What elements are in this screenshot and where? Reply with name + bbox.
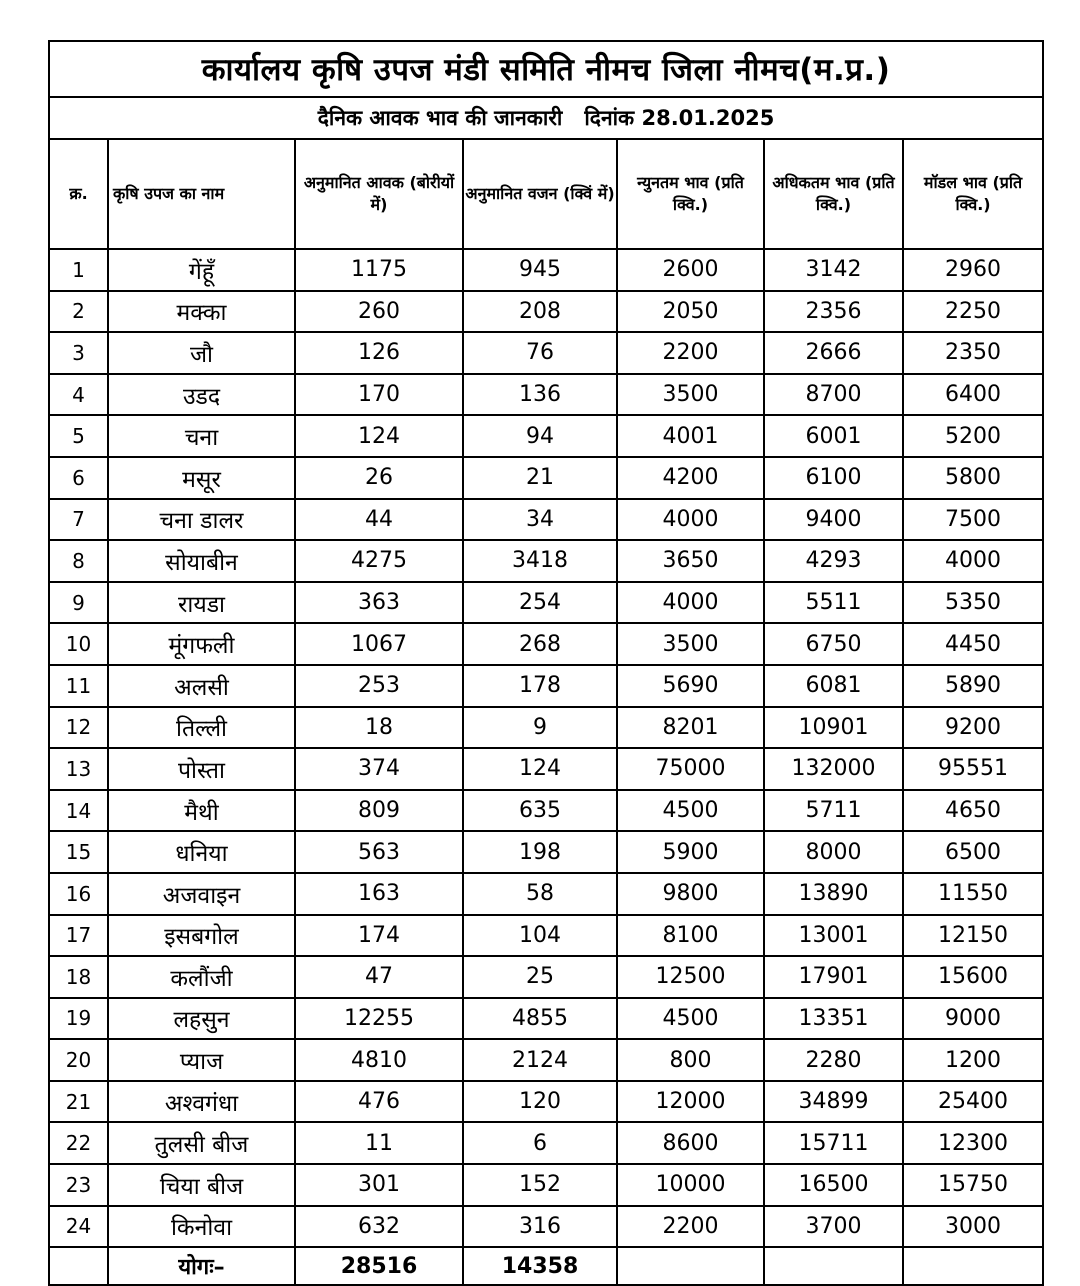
weight-cell: 76: [463, 332, 617, 374]
max-price-cell: 13001: [764, 915, 903, 957]
table-row: [49, 998, 1043, 1040]
table-row: [49, 956, 1043, 998]
total-empty-max: [764, 1247, 903, 1285]
serial-cell: 23: [49, 1164, 108, 1206]
modal-price-cell: 11550: [903, 873, 1043, 915]
min-price-cell: 3500: [617, 374, 764, 416]
crop-name-cell: प्याज: [108, 1039, 295, 1081]
serial-cell: 11: [49, 665, 108, 707]
arrival-bags-cell: 374: [295, 748, 463, 790]
min-price-cell: 4000: [617, 499, 764, 541]
arrival-bags-cell: 18: [295, 707, 463, 749]
table-row: [49, 790, 1043, 832]
crop-name-cell: लहसुन: [108, 998, 295, 1040]
serial-cell: 18: [49, 956, 108, 998]
max-price-cell: 13351: [764, 998, 903, 1040]
min-price-cell: 2050: [617, 291, 764, 333]
table-row: [49, 748, 1043, 790]
max-price-cell: 132000: [764, 748, 903, 790]
arrival-bags-cell: 809: [295, 790, 463, 832]
crop-name-cell: पोस्ता: [108, 748, 295, 790]
table-row: [49, 1039, 1043, 1081]
serial-cell: 12: [49, 707, 108, 749]
max-price-cell: 3700: [764, 1206, 903, 1248]
max-price-cell: 34899: [764, 1081, 903, 1123]
serial-cell: 24: [49, 1206, 108, 1248]
modal-price-cell: 9200: [903, 707, 1043, 749]
weight-cell: 945: [463, 249, 617, 291]
max-price-cell: 17901: [764, 956, 903, 998]
modal-price-cell: 2250: [903, 291, 1043, 333]
min-price-cell: 4000: [617, 582, 764, 624]
table-row: [49, 540, 1043, 582]
table-row: [49, 415, 1043, 457]
col-header-min-price: न्युनतम भाव (प्रति क्वि.): [617, 139, 764, 249]
serial-cell: 2: [49, 291, 108, 333]
min-price-cell: 8201: [617, 707, 764, 749]
col-header-serial: क्र.: [49, 139, 108, 249]
total-row: [49, 1247, 1043, 1285]
office-title: कार्यालय कृषि उपज मंडी समिति नीमच जिला नीमच(म.प्र.): [49, 41, 1043, 97]
max-price-cell: 5711: [764, 790, 903, 832]
table-row: [49, 332, 1043, 374]
serial-cell: 13: [49, 748, 108, 790]
serial-cell: 17: [49, 915, 108, 957]
modal-price-cell: 5890: [903, 665, 1043, 707]
modal-price-cell: 6500: [903, 831, 1043, 873]
arrival-bags-cell: 563: [295, 831, 463, 873]
arrival-bags-cell: 47: [295, 956, 463, 998]
max-price-cell: 2356: [764, 291, 903, 333]
table-row: [49, 499, 1043, 541]
modal-price-cell: 9000: [903, 998, 1043, 1040]
min-price-cell: 12000: [617, 1081, 764, 1123]
serial-cell: 16: [49, 873, 108, 915]
crop-name-cell: अश्वगंधा: [108, 1081, 295, 1123]
col-header-modal-price: मॉडल भाव (प्रति क्वि.): [903, 139, 1043, 249]
weight-cell: 635: [463, 790, 617, 832]
min-price-cell: 4001: [617, 415, 764, 457]
min-price-cell: 2200: [617, 1206, 764, 1248]
arrival-bags-cell: 4275: [295, 540, 463, 582]
serial-cell: 3: [49, 332, 108, 374]
arrival-bags-cell: 301: [295, 1164, 463, 1206]
arrival-bags-cell: 170: [295, 374, 463, 416]
arrival-bags-cell: 253: [295, 665, 463, 707]
title-row: [49, 41, 1043, 97]
serial-cell: 4: [49, 374, 108, 416]
modal-price-cell: 4450: [903, 623, 1043, 665]
weight-cell: 4855: [463, 998, 617, 1040]
table-row: [49, 623, 1043, 665]
min-price-cell: 75000: [617, 748, 764, 790]
weight-cell: 254: [463, 582, 617, 624]
total-label: योगः–: [108, 1247, 295, 1285]
weight-cell: 268: [463, 623, 617, 665]
arrival-bags-cell: 1175: [295, 249, 463, 291]
subtitle-row: [49, 97, 1043, 139]
min-price-cell: 5900: [617, 831, 764, 873]
crop-name-cell: रायडा: [108, 582, 295, 624]
table-row: [49, 1081, 1043, 1123]
col-header-max-price: अधिकतम भाव (प्रति क्वि.): [764, 139, 903, 249]
table-row: [49, 249, 1043, 291]
serial-cell: 7: [49, 499, 108, 541]
min-price-cell: 800: [617, 1039, 764, 1081]
total-weight: 14358: [463, 1247, 617, 1285]
min-price-cell: 9800: [617, 873, 764, 915]
serial-cell: 21: [49, 1081, 108, 1123]
min-price-cell: 10000: [617, 1164, 764, 1206]
modal-price-cell: 12150: [903, 915, 1043, 957]
weight-cell: 94: [463, 415, 617, 457]
arrival-bags-cell: 632: [295, 1206, 463, 1248]
weight-cell: 2124: [463, 1039, 617, 1081]
table-row: [49, 291, 1043, 333]
table-row: [49, 831, 1043, 873]
max-price-cell: 2666: [764, 332, 903, 374]
report-subtitle: [49, 97, 1043, 139]
serial-cell: 9: [49, 582, 108, 624]
weight-cell: 21: [463, 457, 617, 499]
arrival-bags-cell: 363: [295, 582, 463, 624]
col-header-weight: अनुमानित वजन (क्विं में): [463, 139, 617, 249]
crop-name-cell: तिल्ली: [108, 707, 295, 749]
modal-price-cell: 25400: [903, 1081, 1043, 1123]
crop-name-cell: चिया बीज: [108, 1164, 295, 1206]
serial-cell: 5: [49, 415, 108, 457]
max-price-cell: 5511: [764, 582, 903, 624]
weight-cell: 316: [463, 1206, 617, 1248]
weight-cell: 104: [463, 915, 617, 957]
weight-cell: 208: [463, 291, 617, 333]
total-empty-modal: [903, 1247, 1043, 1285]
table-row: [49, 1164, 1043, 1206]
max-price-cell: 9400: [764, 499, 903, 541]
crop-name-cell: जौ: [108, 332, 295, 374]
min-price-cell: 5690: [617, 665, 764, 707]
max-price-cell: 6081: [764, 665, 903, 707]
serial-cell: 14: [49, 790, 108, 832]
crop-name-cell: मसूर: [108, 457, 295, 499]
modal-price-cell: 4650: [903, 790, 1043, 832]
modal-price-cell: 7500: [903, 499, 1043, 541]
arrival-bags-cell: 4810: [295, 1039, 463, 1081]
arrival-bags-cell: 174: [295, 915, 463, 957]
min-price-cell: 3500: [617, 623, 764, 665]
weight-cell: 120: [463, 1081, 617, 1123]
crop-name-cell: अजवाइन: [108, 873, 295, 915]
arrival-bags-cell: 1067: [295, 623, 463, 665]
min-price-cell: 4200: [617, 457, 764, 499]
max-price-cell: 6100: [764, 457, 903, 499]
serial-cell: 19: [49, 998, 108, 1040]
crop-name-cell: उडद: [108, 374, 295, 416]
arrival-bags-cell: 44: [295, 499, 463, 541]
weight-cell: 6: [463, 1122, 617, 1164]
max-price-cell: 3142: [764, 249, 903, 291]
weight-cell: 58: [463, 873, 617, 915]
max-price-cell: 2280: [764, 1039, 903, 1081]
weight-cell: 152: [463, 1164, 617, 1206]
max-price-cell: 16500: [764, 1164, 903, 1206]
table-row: [49, 457, 1043, 499]
table-row: [49, 582, 1043, 624]
serial-cell: 10: [49, 623, 108, 665]
crop-name-cell: कलौंजी: [108, 956, 295, 998]
modal-price-cell: 3000: [903, 1206, 1043, 1248]
table-row: [49, 873, 1043, 915]
min-price-cell: 8100: [617, 915, 764, 957]
crop-name-cell: चना डालर: [108, 499, 295, 541]
crop-name-cell: सोयाबीन: [108, 540, 295, 582]
crop-name-cell: धनिया: [108, 831, 295, 873]
min-price-cell: 12500: [617, 956, 764, 998]
crop-name-cell: अलसी: [108, 665, 295, 707]
max-price-cell: 13890: [764, 873, 903, 915]
crop-name-cell: चना: [108, 415, 295, 457]
arrival-bags-cell: 260: [295, 291, 463, 333]
max-price-cell: 8000: [764, 831, 903, 873]
max-price-cell: 15711: [764, 1122, 903, 1164]
modal-price-cell: 15600: [903, 956, 1043, 998]
total-arrival-bags: 28516: [295, 1247, 463, 1285]
weight-cell: 34: [463, 499, 617, 541]
column-header-row: [49, 139, 1043, 249]
arrival-bags-cell: 476: [295, 1081, 463, 1123]
max-price-cell: 10901: [764, 707, 903, 749]
modal-price-cell: 5200: [903, 415, 1043, 457]
crop-name-cell: किनोवा: [108, 1206, 295, 1248]
min-price-cell: 2600: [617, 249, 764, 291]
max-price-cell: 6750: [764, 623, 903, 665]
min-price-cell: 4500: [617, 790, 764, 832]
modal-price-cell: 5350: [903, 582, 1043, 624]
serial-cell: 15: [49, 831, 108, 873]
modal-price-cell: 1200: [903, 1039, 1043, 1081]
table-row: [49, 707, 1043, 749]
arrival-bags-cell: 11: [295, 1122, 463, 1164]
serial-cell: 22: [49, 1122, 108, 1164]
total-empty-serial: [49, 1247, 108, 1285]
total-empty-min: [617, 1247, 764, 1285]
arrival-bags-cell: 124: [295, 415, 463, 457]
table-row: [49, 915, 1043, 957]
table-row: [49, 374, 1043, 416]
arrival-bags-cell: 12255: [295, 998, 463, 1040]
report-date: दिनांक 28.01.2025: [584, 106, 775, 130]
max-price-cell: 6001: [764, 415, 903, 457]
weight-cell: 124: [463, 748, 617, 790]
table-row: [49, 1122, 1043, 1164]
weight-cell: 9: [463, 707, 617, 749]
serial-cell: 6: [49, 457, 108, 499]
modal-price-cell: 5800: [903, 457, 1043, 499]
subtitle-label: दैनिक आवक भाव की जानकारी: [317, 106, 563, 130]
crop-name-cell: इसबगोल: [108, 915, 295, 957]
modal-price-cell: 2960: [903, 249, 1043, 291]
crop-name-cell: तुलसी बीज: [108, 1122, 295, 1164]
max-price-cell: 8700: [764, 374, 903, 416]
modal-price-cell: 95551: [903, 748, 1043, 790]
col-header-arrival-bags: अनुमानित आवक (बोरीयों में): [295, 139, 463, 249]
modal-price-cell: 6400: [903, 374, 1043, 416]
modal-price-cell: 4000: [903, 540, 1043, 582]
weight-cell: 178: [463, 665, 617, 707]
serial-cell: 1: [49, 249, 108, 291]
crop-name-cell: मक्का: [108, 291, 295, 333]
serial-cell: 20: [49, 1039, 108, 1081]
crop-name-cell: मैथी: [108, 790, 295, 832]
min-price-cell: 3650: [617, 540, 764, 582]
modal-price-cell: 2350: [903, 332, 1043, 374]
weight-cell: 198: [463, 831, 617, 873]
weight-cell: 3418: [463, 540, 617, 582]
max-price-cell: 4293: [764, 540, 903, 582]
table-row: [49, 1206, 1043, 1248]
weight-cell: 136: [463, 374, 617, 416]
mandi-rate-table: [48, 40, 1044, 1286]
modal-price-cell: 12300: [903, 1122, 1043, 1164]
weight-cell: 25: [463, 956, 617, 998]
crop-name-cell: गेंहूँ: [108, 249, 295, 291]
min-price-cell: 2200: [617, 332, 764, 374]
col-header-crop-name: कृषि उपज का नाम: [108, 139, 295, 249]
min-price-cell: 8600: [617, 1122, 764, 1164]
min-price-cell: 4500: [617, 998, 764, 1040]
serial-cell: 8: [49, 540, 108, 582]
table-row: [49, 665, 1043, 707]
crop-name-cell: मूंगफली: [108, 623, 295, 665]
arrival-bags-cell: 26: [295, 457, 463, 499]
modal-price-cell: 15750: [903, 1164, 1043, 1206]
arrival-bags-cell: 126: [295, 332, 463, 374]
arrival-bags-cell: 163: [295, 873, 463, 915]
